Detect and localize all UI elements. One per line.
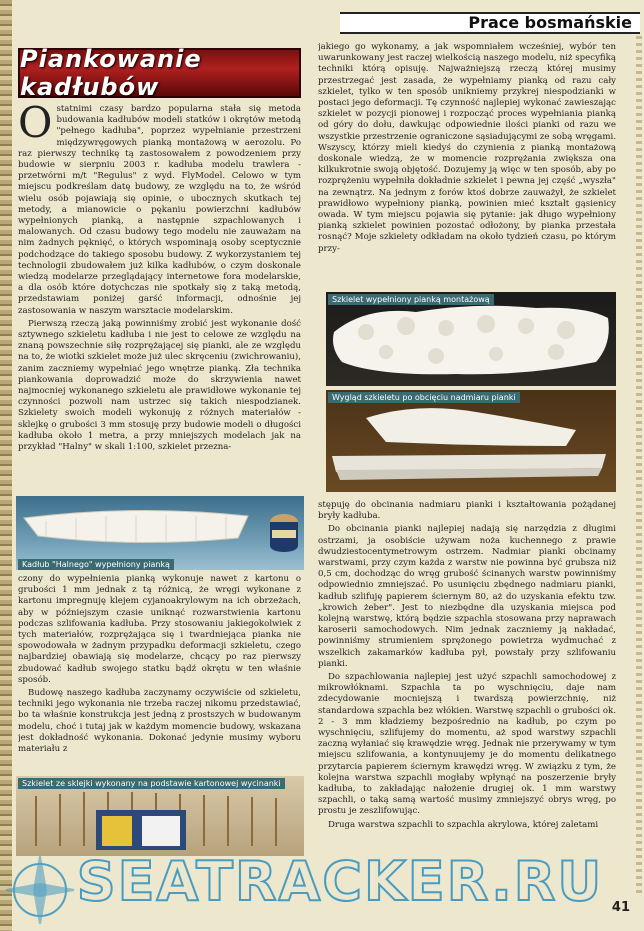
paragraph: czony do wypełnienia pianką wykonuje nawet z kartonu o grubości 1 mm jednak z tą różnicą, że wręgi wykonane z kartonu impregnuję klejem cyjanoakrylowym na ich obrzeżach, aby w późniejszym czasie uniknąć rozwarstwienia kartonu podczas szlifowania kadłuba. Przy stosowaniu jakiegokolwiek z tych materiałów, rozprężająca się i twardniejąca pianka nie spowodowała w żadnym przypadku deformacji szkieletu, czego najbardziej obawiają się modelarze, chcący po raz pierwszy zbudować kadłub swojego statku bądź okrętu w ten właśnie sposób. bbox=[18, 574, 301, 685]
dotted-edge bbox=[636, 36, 642, 896]
intro-text: statnimi czasy bardzo popularna stała się metoda budowania kadłubów modeli statków i okrętów metodą "pełnego kadłuba", poprzez wypełnianie przestrzeni międzywręgowych pianką montażową w aerozolu. Po raz pierwszy technikę tą zastosowałem z powodzeniem przy budowie w sierpniu 2003 r. kadłuba modelu trawlera - przetwórni m/t "Regulus" z wyd. FlyModel. Celowo w tym miejscu podkreślam datę budowy, ze względu na to, że wśród wielu osób pojawiają się opinie, o ubocznych skutkach tej metody, a mianowicie o pękaniu powierzchni kadłubów wypełnionych pianką, a następnie szpachlowanych i malowanych. Od czasu budowy tego modelu nie zauważam na nim żadnych pęknięć, o których wspominają osoby sceptycznie podchodzące do takiego sposobu budowy. Z wykorzystaniem tej technologii zbudowałem już kilka kadłubów, o czym doskonale wiedzą modelarze przeglądający internetowe fora modelarskie, a dla osób które dotychczas nie spotkały się z taką metodą, przedstawiam poniżej garść informacji, odnośnie jej zastosowania w naszym warsztacie modelarskim. bbox=[18, 104, 301, 316]
photo-foam-filled bbox=[326, 292, 616, 386]
article-title-banner bbox=[18, 45, 301, 101]
caption-photo-3: Szkielet wypełniony pianką montażową bbox=[328, 294, 494, 305]
watermark-logo: SEATRACKER.RU bbox=[76, 850, 604, 913]
paragraph: Budowę naszego kadłuba zaczynamy oczywiście od szkieletu, techniki jego wykonania nie trzeba raczej nikomu przedstawiać, bo ta właśnie konstrukcja jest jedną z prostszych w budowanym modelu, choć i tutaj jak w każdym momencie budowy, wskazana jest dokładność wykonania. Dokonać jedynie musimy wyboru materiału z bbox=[18, 688, 301, 755]
right-column-top bbox=[318, 42, 616, 296]
left-column-top bbox=[18, 104, 301, 502]
left-column-bottom bbox=[18, 574, 301, 774]
paragraph: Druga warstwa szpachli to szpachla akrylowa, której zaletami bbox=[328, 819, 599, 830]
dropcap: O bbox=[18, 104, 53, 147]
caption-photo-2: Szkielet ze sklejki wykonany na podstawie kartonowej wycinanki bbox=[18, 778, 285, 789]
article-title: Piankowanie kadłubów bbox=[20, 45, 202, 101]
paragraph: stępuję do obcinania nadmiaru pianki i kształtowania pożądanej bryły kadłuba. bbox=[318, 500, 616, 522]
foam-illustration bbox=[326, 292, 616, 386]
caption-photo-4: Wygląd szkieletu po obcięciu nadmiaru pianki bbox=[328, 392, 520, 403]
paragraph: Do szpachlowania najlepiej jest użyć szpachli samochodowej z mikrowłóknami. Szpachla ta po wyschnięciu, daje nam zdecydowanie mocniejszą i twardszą powierzchnię, niż standardowa szpachla bez włókien. Warstwę szpachli o grubości ok. 2 - 3 mm kładziemy bezpośrednio na kadłub, po czym po wyschnięciu, szlifujemy do momentu, aż spod warstwy szpachli zaczną wyłaniać się krawędzie wręg. Jednak nie przerywamy w tym miejscu szlifowania, a kontynuujemy je do momentu delikatnego przytarcia papierem ściernym krawędzi wręg. W związku z tym, że kolejna warstwa szpachli mogłaby wpłynąć na poszerzenie bryły kadłuba, to zakładając nałożenie drugiej ok. 1 mm warstwy szpachli, o taką samą wartość musimy zmniejszyć obrys wręg, po prostu je zeszlifowując. bbox=[318, 672, 616, 817]
intro-paragraph bbox=[18, 104, 301, 317]
rope-border bbox=[0, 0, 12, 931]
paragraph: Pierwszą rzeczą jaką powinniśmy zrobić jest wykonanie dość sztywnego szkieletu kadłuba i nie jest to celowe ze względu na znaną powszechnie siłę rozprężającej się pianki, ale ze względu na to, że wiotki szkielet może już ulec skręceniu (zwichrowaniu), zanim zaczniemy wypełniać jego wnętrze pianką. Zła technika piankowania doprowadzić może do skrzywienia nawet najmocniej wykonanego szkieletu ale prawidłowe wykonanie tej czynności pozwoli nam ustrzec się takich niespodzianek. Szkielety swoich modeli wykonuję z różnych materiałów - sklejkę o grubości 3 mm stosuję przy budowie modeli o długości kadłuba około 1 metra, a przy mniejszych modelach jak na przykład "Halny" w skali 1:100, szkielet przezna- bbox=[18, 318, 301, 453]
paragraph: jakiego go wykonamy, a jak wspomniałem wcześniej, wybór ten uwarunkowany jest raczej wielkością naszego modelu, niż specyfiką techniki którą opisuję. Najważniejszą rzeczą której musimy przestrzegać jest zasada, że wypełniamy pianką od razu cały szkielet, tylko w ten sposób unikniemy przykrej niespodzianki w postaci jego deformacji. Tę czynność najlepiej wykonać zawieszając szkielet w pozycji pionowej i rozpocząć proces wypełniania pianką od góry do dołu, dawkując odpowiednie ilości pianki od razu we wszystkie przestrzenie ograniczone sąsiadującymi ze sobą wręgami. Wszyscy, którzy mieli kiedyś do czynienia z pianką montażową doskonale wiedzą, że w momencie rozprężania zwiększa ona kilkukrotnie swoją objętość. Dozujemy ją więc w ten sposób, aby po rozprężeniu wypełniła dokładnie szkielet i pewna jej część „wyszła" na zewnątrz. Na jednym z forów ktoś dobrze zauważył, że szkielet prawidłowo wypełniony pianką, powinien mieć kształt gąsienicy owada. W tym miejscu pojawia się pytanie: jak długo wypełniony pianką szkielet powinien pozostać odłożony, by pianka przestała rosnąć? Moje szkielety odkładam na około tydzień czasu, po którym przy- bbox=[318, 42, 616, 254]
paragraph: Do obcinania pianki najlepiej nadają się narzędzia z długimi ostrzami, ja osobiście używam noża kuchennego z prawie dwudziestocentymetrowym ostrzem. Nadmiar pianki obcinamy warstwami, przy czym każda z warstw nie powinna być grubsza niż 0,5 cm, dochodząc do wręg grubość ścinanych warstw powinniśmy odpowiednio zmniejszać. Po usunięciu zbędnego nadmiaru pianki, kadłub szlifuję papierem ściernym 80, aż do uzyskania efektu tzw. „krowich żeber". Jest to niezbędne dla uzyskania miejsca pod kolejną warstwę, którą będzie szpachla stosowana przy naprawach karoserii samochodowych. Nim jednak zaczniemy ją nakładać, powinniśmy strumieniem sprężonego powietrza wydmuchać z wszelkich zakamarków kadłuba pył, powstały przy szlifowaniu pianki. bbox=[318, 524, 616, 669]
trimmed-foam-illustration bbox=[326, 390, 616, 492]
right-column-bottom bbox=[318, 500, 616, 884]
section-tag: Prace bosmańskie bbox=[340, 12, 640, 34]
photo-trimmed-foam bbox=[326, 390, 616, 492]
page-number: 41 bbox=[611, 900, 630, 915]
caption-photo-1: Kadłub "Halnego" wypełniony pianką bbox=[18, 559, 174, 570]
